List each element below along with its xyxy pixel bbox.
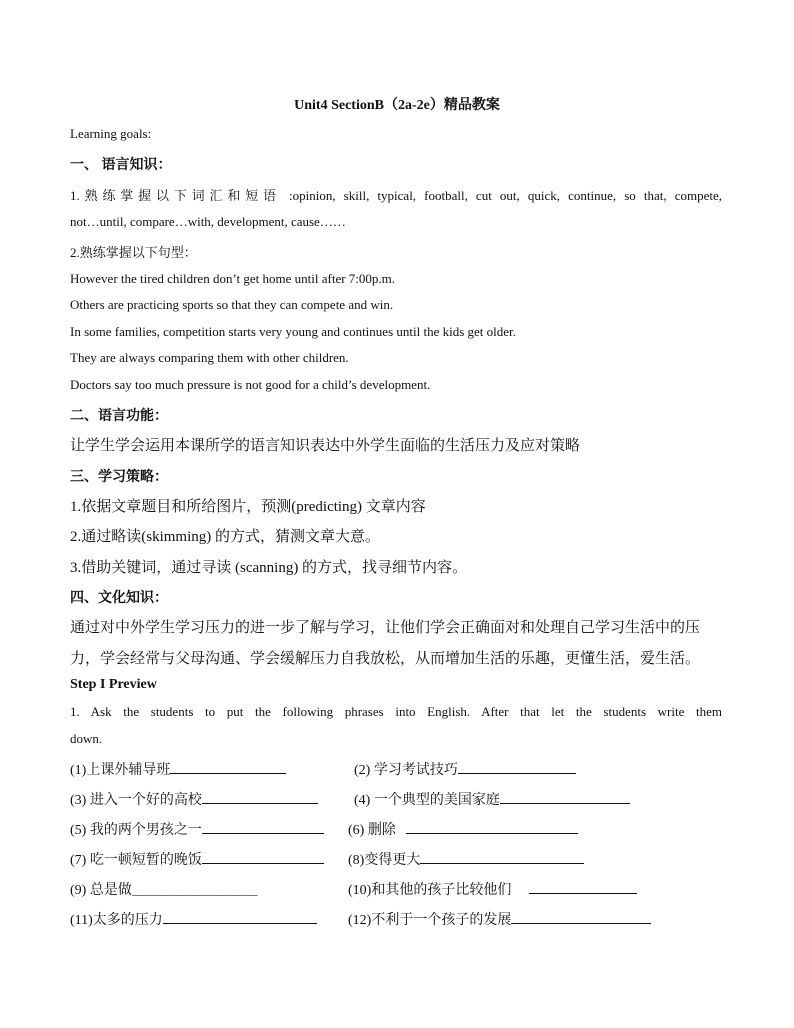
phrase-prompt: (4) 一个典型的美国家庭 [354,793,500,808]
answer-blank[interactable] [406,821,578,834]
culture-text-line-1: 通过对中外学生学习压力的进一步了解与学习，让他们学会正确面对和处理自己学习生活中的压 [70,620,701,636]
phrase-row [70,849,730,869]
phrase-row [70,759,730,779]
section-heading-learning-strategies: 三、学习策略： [70,470,168,485]
answer-blank[interactable] [170,761,286,774]
answer-blank[interactable] [202,821,324,834]
step-instruction-line-1: 1. Ask the students to put the following phrases into English. After that let the students write them [70,704,722,719]
answer-blank[interactable] [163,911,317,924]
phrase-prompt: (11)太多的压力 [70,913,163,928]
answer-blank[interactable] [458,761,576,774]
strategy-item: 2.通过略读(skimming) 的方式，猜测文章大意。 [70,529,380,545]
phrase-prompt: (7) 吃一顿短暂的晚饭 [70,853,202,868]
phrase-row [70,879,730,899]
sentence-pattern: However the tired children don’t get home until after 7:00p.m. [70,271,396,286]
answer-blank[interactable] [500,791,630,804]
step-heading: Step I Preview [70,677,157,692]
culture-text-line-2: 力，学会经常与父母沟通、学会缓解压力自我放松，从而增加生活的乐趣，更懂生活，爱生活。 [70,651,701,667]
strategy-item: 3.借助关键词，通过寻读 (scanning) 的方式，找寻细节内容。 [70,560,468,576]
sentence-pattern: They are always comparing them with other children. [70,350,349,365]
phrase-prompt: (6) 删除 [348,823,396,838]
phrase-row [70,909,730,929]
phrase-prompt: (2) 学习考试技巧 [354,763,458,778]
answer-blank[interactable] [202,851,324,864]
phrase-prompt: (1)上课外辅导班 [70,763,171,778]
sentence-pattern: Doctors say too much pressure is not good for a child’s development. [70,377,431,392]
answer-blank[interactable] [202,791,318,804]
phrase-prompt: (8)变得更大 [348,853,421,868]
sentence-patterns-heading: 2.熟练掌握以下句型： [70,245,197,260]
document-title: Unit4 SectionB（2a-2e）精品教案 [294,98,500,113]
vocab-line-2: not…until, compare…with, development, cause…… [70,214,346,229]
section-heading-language-knowledge: 一、 语言知识： [70,158,172,173]
answer-blank[interactable] [511,911,651,924]
phrase-row [70,819,730,839]
step-instruction-line-2: down. [70,731,103,746]
language-function-text: 让学生学会运用本课所学的语言知识表达中外学生面临的生活压力及应对策略 [70,438,581,454]
section-heading-cultural-knowledge: 四、文化知识： [70,591,168,606]
phrase-prompt: (9) 总是做＿＿＿＿＿＿＿＿＿ [70,883,258,898]
answer-blank[interactable] [529,881,637,894]
strategy-item: 1.依据文章题目和所给图片，预测(predicting) 文章内容 [70,499,426,515]
section-heading-language-function: 二、语言功能： [70,409,168,424]
phrase-prompt: (3) 进入一个好的高校 [70,793,202,808]
phrase-row [70,789,730,809]
phrase-prompt: (5) 我的两个男孩之一 [70,823,202,838]
learning-goals-label: Learning goals: [70,126,152,141]
sentence-pattern: In some families, competition starts very young and continues until the kids get older. [70,324,516,339]
phrase-prompt: (12)不利于一个孩子的发展 [348,913,512,928]
vocab-line-1: 1.熟练掌握以下词汇和短语 :opinion, skill, typical, football, cut out, quick, continue, so that, compete, [70,188,722,203]
sentence-pattern: Others are practicing sports so that they can compete and win. [70,297,394,312]
answer-blank[interactable] [420,851,584,864]
phrase-prompt: (10)和其他的孩子比较他们 [348,883,512,898]
